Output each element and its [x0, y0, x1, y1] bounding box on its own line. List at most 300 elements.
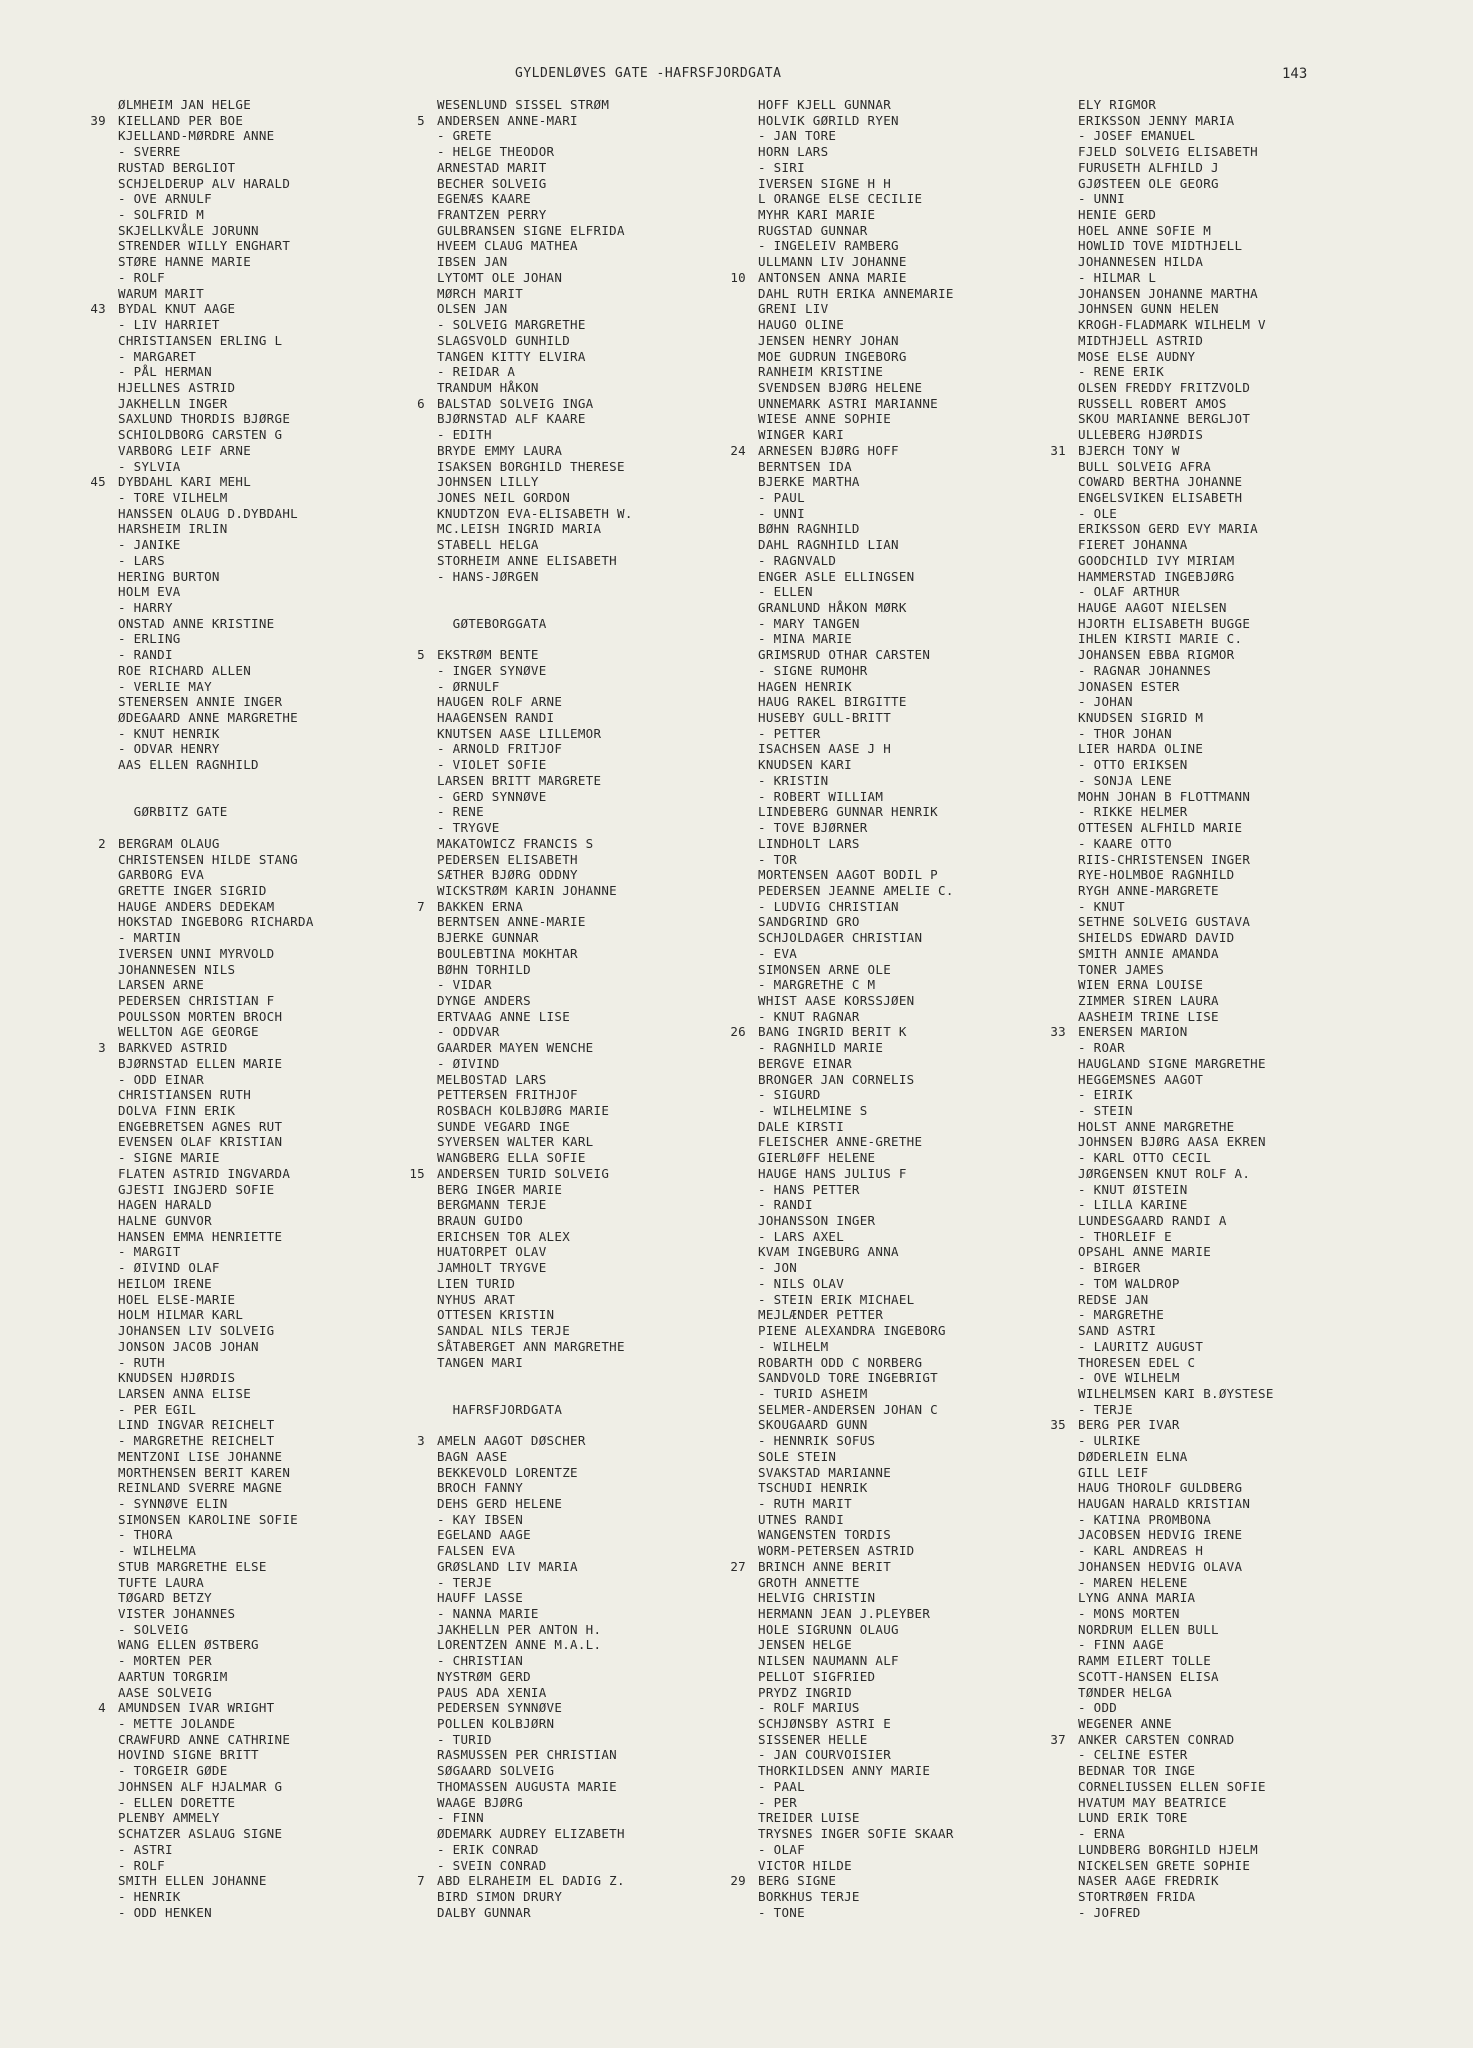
resident-name: MOHN JOHAN B FLOTTMANN	[1078, 788, 1251, 804]
directory-entry	[758, 773, 1068, 789]
directory-entry	[1078, 1512, 1413, 1528]
directory-entry	[758, 1229, 1068, 1245]
house-number: 5	[417, 647, 425, 663]
resident-name: - ROLF	[118, 1857, 165, 1873]
directory-entry	[758, 176, 1068, 192]
directory-entry	[90, 301, 418, 317]
directory-entry	[118, 1622, 418, 1638]
resident-name: HAUGEN ROLF ARNE	[437, 694, 563, 710]
resident-name: UNNEMARK ASTRI MARIANNE	[758, 395, 938, 411]
directory-entry	[758, 1480, 1068, 1496]
resident-name: ERIKSSON JENNY MARIA	[1078, 112, 1235, 128]
directory-entry	[437, 537, 737, 553]
directory-entry	[118, 867, 418, 883]
resident-name: WINGER KARI	[758, 427, 845, 443]
directory-entry	[1078, 930, 1413, 946]
resident-name: JOHANSEN EBBA RIGMOR	[1078, 647, 1235, 663]
directory-entry	[1078, 883, 1413, 899]
directory-entry	[437, 741, 737, 757]
directory-entry	[1078, 1009, 1413, 1025]
directory-entry	[1078, 490, 1413, 506]
directory-entry	[118, 286, 418, 302]
resident-name: SAND ASTRI	[1078, 1323, 1157, 1339]
resident-name: GRANLUND HÅKON MØRK	[758, 600, 907, 615]
directory-entry	[417, 1433, 737, 1449]
resident-name: - TOR	[758, 851, 798, 867]
resident-name: - MINA MARIE	[758, 631, 852, 647]
directory-entry	[118, 1417, 418, 1433]
resident-name: ENERSEN MARION	[1078, 1024, 1188, 1040]
directory-entry	[118, 1669, 418, 1685]
resident-name: JONSON JACOB JOHAN	[118, 1338, 259, 1354]
directory-entry	[437, 1779, 737, 1795]
directory-entry	[758, 1512, 1068, 1528]
resident-name: - TOVE BJØRNER	[758, 820, 868, 836]
resident-name: - LUDVIG CHRISTIAN	[758, 898, 899, 914]
house-number: 5	[417, 112, 425, 128]
directory-entry	[1078, 1465, 1413, 1481]
directory-entry	[90, 474, 418, 490]
directory-entry	[437, 490, 737, 506]
directory-entry	[758, 238, 1068, 254]
resident-name: MOE GUDRUN INGEBORG	[758, 348, 907, 364]
directory-entry	[118, 569, 418, 585]
resident-name: IVERSEN UNNI MYRVOLD	[118, 945, 275, 961]
directory-entry	[437, 820, 737, 836]
directory-entry	[758, 663, 1068, 679]
resident-name: - ULRIKE	[1078, 1433, 1141, 1449]
directory-entry	[758, 631, 1068, 647]
resident-name: - WILHELMA	[118, 1543, 197, 1559]
resident-name: - SVEIN CONRAD	[437, 1857, 547, 1873]
directory-entry	[758, 1119, 1068, 1135]
resident-name: CHRISTIANSEN RUTH	[118, 1087, 252, 1103]
directory-entry	[1078, 1575, 1413, 1591]
directory-entry	[437, 1842, 737, 1858]
directory-entry	[1078, 317, 1413, 333]
resident-name: FRANTZEN PERRY	[437, 207, 547, 223]
resident-name: - HANS PETTER	[758, 1181, 860, 1197]
directory-entry	[437, 616, 737, 632]
directory-entry	[758, 1842, 1068, 1858]
house-number: 29	[730, 1873, 746, 1889]
resident-name: - ERIK CONRAD	[437, 1841, 539, 1857]
directory-entry	[118, 631, 418, 647]
resident-name: - VIDAR	[437, 977, 492, 993]
resident-name: - KNUT RAGNAR	[758, 1008, 860, 1024]
directory-entry	[1078, 852, 1413, 868]
directory-entry	[118, 679, 418, 695]
directory-entry	[118, 710, 418, 726]
resident-name: HAFRSFJORDGATA	[437, 1401, 563, 1417]
resident-name: - REIDAR A	[437, 364, 516, 380]
resident-name: GILL LEIF	[1078, 1464, 1149, 1480]
resident-name: POLLEN KOLBJØRN	[437, 1716, 555, 1732]
directory-entry	[118, 930, 418, 946]
resident-name: - EVA	[758, 945, 798, 961]
directory-entry	[1078, 789, 1413, 805]
resident-name: HVEEM CLAUG MATHEA	[437, 238, 578, 254]
resident-name: KNUTSEN AASE LILLEMOR	[437, 725, 602, 741]
resident-name: SVENDSEN BJØRG HELENE	[758, 379, 923, 395]
resident-name: - SYLVIA	[118, 458, 181, 474]
directory-entry	[758, 1747, 1068, 1763]
resident-name: - ARNOLD FRITJOF	[437, 741, 563, 757]
directory-entry	[118, 1087, 418, 1103]
resident-name: MØRCH MARIT	[437, 285, 524, 301]
resident-name: EGELAND AAGE	[437, 1527, 531, 1543]
directory-entry	[1078, 993, 1413, 1009]
resident-name: REINLAND SVERRE MAGNE	[118, 1480, 283, 1496]
house-number: 45	[90, 474, 106, 490]
resident-name: SANDAL NILS TERJE	[437, 1323, 571, 1339]
directory-entry	[437, 1040, 737, 1056]
directory-entry	[758, 804, 1068, 820]
resident-name: TANGEN MARI	[437, 1354, 524, 1370]
resident-name: - OLE	[1078, 505, 1118, 521]
resident-name: - PETTER	[758, 725, 821, 741]
directory-entry	[1078, 867, 1413, 883]
resident-name: MOSE ELSE AUDNY	[1078, 348, 1196, 364]
resident-name: - NANNA MARIE	[437, 1606, 539, 1621]
directory-entry	[118, 1433, 418, 1449]
resident-name: WILHELMSEN KARI B.ØYSTESE	[1078, 1385, 1274, 1401]
directory-entry	[118, 223, 418, 239]
directory-entry	[1078, 1606, 1413, 1622]
resident-name: VISTER JOHANNES	[118, 1606, 236, 1621]
resident-name: OTTESEN KRISTIN	[437, 1307, 555, 1323]
resident-name: JOHANSEN LIV SOLVEIG	[118, 1323, 275, 1339]
resident-name: WICKSTRØM KARIN JOHANNE	[437, 882, 617, 898]
resident-name: - ODVAR HENRY	[118, 741, 220, 757]
resident-name: HANSSEN OLAUG D.DYBDAHL	[118, 505, 298, 521]
directory-entry	[437, 1716, 737, 1732]
resident-name: - KAARE OTTO	[1078, 835, 1172, 851]
resident-name: MIDTHJELL ASTRID	[1078, 332, 1204, 348]
resident-name: - OVE ARNULF	[118, 191, 212, 207]
directory-entry	[758, 506, 1068, 522]
house-number: 33	[1050, 1024, 1066, 1040]
directory-entry	[118, 1842, 418, 1858]
resident-name: GRØSLAND LIV MARIA	[437, 1558, 578, 1574]
directory-entry	[437, 1150, 737, 1166]
resident-name: - JAN TORE	[758, 128, 837, 144]
directory-entry	[437, 1323, 737, 1339]
directory-entry	[1078, 176, 1413, 192]
resident-name: - KNUT	[1078, 898, 1125, 914]
resident-name: BULL SOLVEIG AFRA	[1078, 458, 1212, 474]
resident-name: - STEIN ERIK MICHAEL	[758, 1291, 915, 1307]
resident-name: THOMASSEN AUGUSTA MARIE	[437, 1778, 617, 1794]
resident-name: KVAM INGEBURG ANNA	[758, 1244, 899, 1260]
resident-name: BERGMANN TERJE	[437, 1197, 547, 1213]
directory-entry	[758, 1323, 1068, 1339]
resident-name: NORDRUM ELLEN BULL	[1078, 1621, 1219, 1637]
directory-entry	[118, 1543, 418, 1559]
resident-name: - RENE ERIK	[1078, 364, 1165, 380]
directory-entry	[118, 977, 418, 993]
resident-name: - SYNNØVE ELIN	[118, 1495, 228, 1511]
directory-entry	[1078, 1150, 1413, 1166]
resident-name: SOLE STEIN	[758, 1448, 837, 1464]
directory-entry	[437, 883, 737, 899]
resident-name: HUATORPET OLAV	[437, 1244, 547, 1260]
directory-entry	[1078, 1496, 1413, 1512]
directory-entry	[758, 207, 1068, 223]
resident-name: HAAGENSEN RANDI	[437, 710, 555, 726]
directory-entry	[758, 1370, 1068, 1386]
resident-name: - RANDI	[758, 1197, 813, 1213]
directory-entry	[437, 238, 737, 254]
resident-name: HJELLNES ASTRID	[118, 379, 236, 395]
directory-entry	[758, 1402, 1068, 1418]
directory-entry	[1078, 1040, 1413, 1056]
directory-entry	[118, 820, 418, 836]
directory-entry	[437, 1276, 737, 1292]
directory-entry	[758, 694, 1068, 710]
directory-entry	[758, 1072, 1068, 1088]
directory-entry	[437, 679, 737, 695]
directory-entry	[118, 1134, 418, 1150]
resident-name: SMITH ELLEN JOHANNE	[118, 1873, 267, 1889]
directory-entry	[758, 993, 1068, 1009]
resident-name: - JANIKE	[118, 537, 181, 553]
directory-entry	[118, 726, 418, 742]
directory-entry	[1078, 1653, 1413, 1669]
directory-entry	[118, 1826, 418, 1842]
resident-name: - TRYGVE	[437, 820, 500, 836]
resident-name: FALSEN EVA	[437, 1543, 516, 1559]
resident-name: ØDEMARK AUDREY ELIZABETH	[437, 1826, 625, 1842]
resident-name: IHLEN KIRSTI MARIE C.	[1078, 631, 1243, 647]
directory-entry	[1078, 191, 1413, 207]
directory-entry	[437, 1795, 737, 1811]
directory-entry	[118, 1795, 418, 1811]
resident-name: PEDERSEN CHRISTIAN F	[118, 992, 275, 1008]
resident-name: - THOR JOHAN	[1078, 725, 1172, 741]
directory-entry	[437, 553, 737, 569]
resident-name: LINDEBERG GUNNAR HENRIK	[758, 804, 938, 820]
resident-name: WANGBERG ELLA SOFIE	[437, 1150, 586, 1166]
resident-name: GRIMSRUD OTHAR CARSTEN	[758, 647, 931, 663]
resident-name: DYNGE ANDERS	[437, 992, 531, 1008]
directory-entry	[1078, 333, 1413, 349]
resident-name: - PER EGIL	[118, 1401, 197, 1417]
directory-entry	[437, 459, 737, 475]
directory-entry	[758, 223, 1068, 239]
resident-name: CRAWFURD ANNE CATHRINE	[118, 1731, 291, 1747]
directory-entry	[118, 1527, 418, 1543]
directory-entry	[758, 1905, 1068, 1921]
directory-entry	[730, 1558, 1068, 1575]
directory-column-3	[730, 97, 1068, 1920]
resident-name: SCHIOLDBORG CARSTEN G	[118, 427, 283, 443]
resident-name: BEKKEVOLD LORENTZE	[437, 1464, 578, 1480]
page-title: GYLDENLØVES GATE -HAFRSFJORDGATA	[515, 66, 782, 81]
directory-entry	[1078, 1056, 1413, 1072]
resident-name: GROTH ANNETTE	[758, 1574, 860, 1590]
directory-entry	[118, 1575, 418, 1591]
resident-name: OTTESEN ALFHILD MARIE	[1078, 820, 1243, 836]
directory-entry	[437, 1339, 737, 1355]
directory-entry	[758, 1134, 1068, 1150]
directory-entry	[118, 757, 418, 773]
resident-name: SÆTHER BJØRG ODDNY	[437, 867, 578, 883]
directory-entry	[758, 411, 1068, 427]
directory-entry	[758, 1103, 1068, 1119]
resident-name: SANDVOLD TORE INGEBRIGT	[758, 1370, 938, 1386]
resident-name: ANDERSEN ANNE-MARI	[437, 112, 578, 128]
resident-name: SÅTABERGET ANN MARGRETHE	[437, 1338, 625, 1354]
directory-entry	[118, 804, 418, 820]
directory-entry	[118, 160, 418, 176]
directory-entry	[1078, 506, 1413, 522]
directory-entry	[437, 1527, 737, 1543]
resident-name: RYE-HOLMBOE RAGNHILD	[1078, 867, 1235, 883]
directory-entry	[1078, 1669, 1413, 1685]
resident-name: - MONS MORTEN	[1078, 1606, 1180, 1621]
resident-name: - JOFRED	[1078, 1904, 1141, 1920]
directory-entry	[437, 710, 737, 726]
resident-name: JONASEN ESTER	[1078, 678, 1180, 694]
resident-name: SISSENER HELLE	[758, 1731, 868, 1747]
resident-name: WARUM MARIT	[118, 285, 205, 301]
directory-entry	[118, 1480, 418, 1496]
directory-entry	[437, 1810, 737, 1826]
resident-name: HOLM HILMAR KARL	[118, 1307, 244, 1323]
resident-name: HELVIG CHRISTIN	[758, 1590, 876, 1606]
resident-name: MENTZONI LISE JOHANNE	[118, 1448, 283, 1464]
resident-name: HALNE GUNVOR	[118, 1213, 212, 1229]
directory-entry	[118, 1009, 418, 1025]
directory-entry	[118, 1685, 418, 1701]
directory-entry	[437, 521, 737, 537]
directory-entry	[758, 1009, 1068, 1025]
resident-name: - RAGNHILD MARIE	[758, 1040, 884, 1056]
directory-entry	[1078, 1276, 1413, 1292]
directory-entry	[118, 1072, 418, 1088]
resident-name: - TORE VILHELM	[118, 489, 228, 505]
directory-entry	[730, 1873, 1068, 1889]
resident-name: OPSAHL ANNE MARIE	[1078, 1244, 1212, 1260]
house-number: 10	[730, 269, 746, 285]
resident-name: - KRISTIN	[758, 772, 829, 788]
directory-entry	[758, 946, 1068, 962]
resident-name: LUNDBERG BORGHILD HJELM	[1078, 1841, 1258, 1857]
resident-name: BERGRAM OLAUG	[118, 835, 220, 851]
resident-name: GØRBITZ GATE	[118, 804, 228, 820]
directory-entry	[437, 930, 737, 946]
directory-entry	[1078, 160, 1413, 176]
directory-entry	[118, 191, 418, 207]
resident-name: CHRISTENSEN HILDE STANG	[118, 851, 298, 867]
resident-name: SØGAARD SOLVEIG	[437, 1763, 555, 1779]
house-number: 26	[730, 1024, 746, 1040]
directory-entry	[437, 349, 737, 365]
directory-entry	[437, 364, 737, 380]
resident-name: CORNELIUSSEN ELLEN SOFIE	[1078, 1778, 1266, 1794]
directory-entry	[758, 1685, 1068, 1701]
resident-name: NYSTRØM GERD	[437, 1668, 531, 1684]
resident-name: BRINCH ANNE BERIT	[758, 1558, 892, 1574]
directory-entry	[118, 97, 418, 113]
resident-name: ROE RICHARD ALLEN	[118, 662, 252, 678]
resident-name: - PÅL HERMAN	[118, 364, 212, 380]
resident-name: MORTENSEN AAGOT BODIL P	[758, 867, 938, 883]
directory-entry	[758, 1040, 1068, 1056]
resident-name: HOLM EVA	[118, 584, 181, 600]
resident-name: BJØRNSTAD ALF KAARE	[437, 411, 586, 427]
resident-name: EGENÆS KAARE	[437, 191, 531, 207]
resident-name: LIER HARDA OLINE	[1078, 741, 1204, 757]
resident-name: - ERLING	[118, 631, 181, 647]
directory-entry	[90, 112, 418, 129]
resident-name: HOLVIK GØRILD RYEN	[758, 112, 899, 128]
resident-name: ØDEGAARD ANNE MARGRETHE	[118, 710, 298, 726]
resident-name: - HARRY	[118, 600, 173, 615]
resident-name: SCHATZER ASLAUG SIGNE	[118, 1826, 283, 1842]
resident-name: SCOTT-HANSEN ELISA	[1078, 1668, 1219, 1684]
directory-entry	[437, 301, 737, 317]
directory-entry	[118, 364, 418, 380]
resident-name: - ERNA	[1078, 1826, 1125, 1842]
directory-entry	[758, 97, 1068, 113]
resident-name: L ORANGE ELSE CECILIE	[758, 191, 923, 207]
directory-entry	[1078, 1559, 1413, 1575]
directory-entry	[437, 569, 737, 585]
directory-entry	[758, 1763, 1068, 1779]
directory-entry	[758, 741, 1068, 757]
directory-entry	[1078, 977, 1413, 993]
resident-name: MYHR KARI MARIE	[758, 207, 876, 223]
directory-entry	[758, 1150, 1068, 1166]
directory-entry	[758, 1590, 1068, 1606]
directory-entry	[758, 364, 1068, 380]
resident-name: SKOUGAARD GUNN	[758, 1417, 868, 1433]
resident-name: PEDERSEN ELISABETH	[437, 851, 578, 867]
resident-name: HJORTH ELISABETH BUGGE	[1078, 615, 1251, 631]
resident-name: JOHNSEN GUNN HELEN	[1078, 301, 1219, 317]
directory-entry	[1078, 820, 1413, 836]
house-number: 15	[409, 1165, 425, 1181]
resident-name: FIERET JOHANNA	[1078, 537, 1188, 553]
directory-entry	[1078, 349, 1413, 365]
resident-name: FLEISCHER ANNE-GRETHE	[758, 1134, 923, 1150]
resident-name: - MAREN HELENE	[1078, 1574, 1188, 1590]
resident-name: ANTONSEN ANNA MARIE	[758, 269, 907, 285]
directory-entry	[758, 1433, 1068, 1449]
directory-entry	[758, 757, 1068, 773]
directory-entry	[1078, 411, 1413, 427]
resident-name: HAUGAN HARALD KRISTIAN	[1078, 1495, 1251, 1511]
resident-name: - OTTO ERIKSEN	[1078, 757, 1188, 773]
directory-entry	[118, 1150, 418, 1166]
resident-name: GOODCHILD IVY MIRIAM	[1078, 552, 1235, 568]
directory-column-2	[409, 97, 737, 1920]
resident-name: UTNES RANDI	[758, 1511, 845, 1527]
resident-name: - EDITH	[437, 427, 492, 443]
directory-entry	[118, 1386, 418, 1402]
resident-name: ARNESEN BJØRG HOFF	[758, 442, 899, 458]
directory-entry	[437, 1402, 737, 1418]
directory-entry	[437, 757, 737, 773]
resident-name: - LARS AXEL	[758, 1228, 845, 1244]
directory-column-1	[90, 97, 418, 1920]
resident-name: HORN LARS	[758, 144, 829, 160]
resident-name: BECHER SOLVEIG	[437, 175, 547, 191]
directory-entry	[437, 631, 737, 647]
directory-entry	[758, 1810, 1068, 1826]
